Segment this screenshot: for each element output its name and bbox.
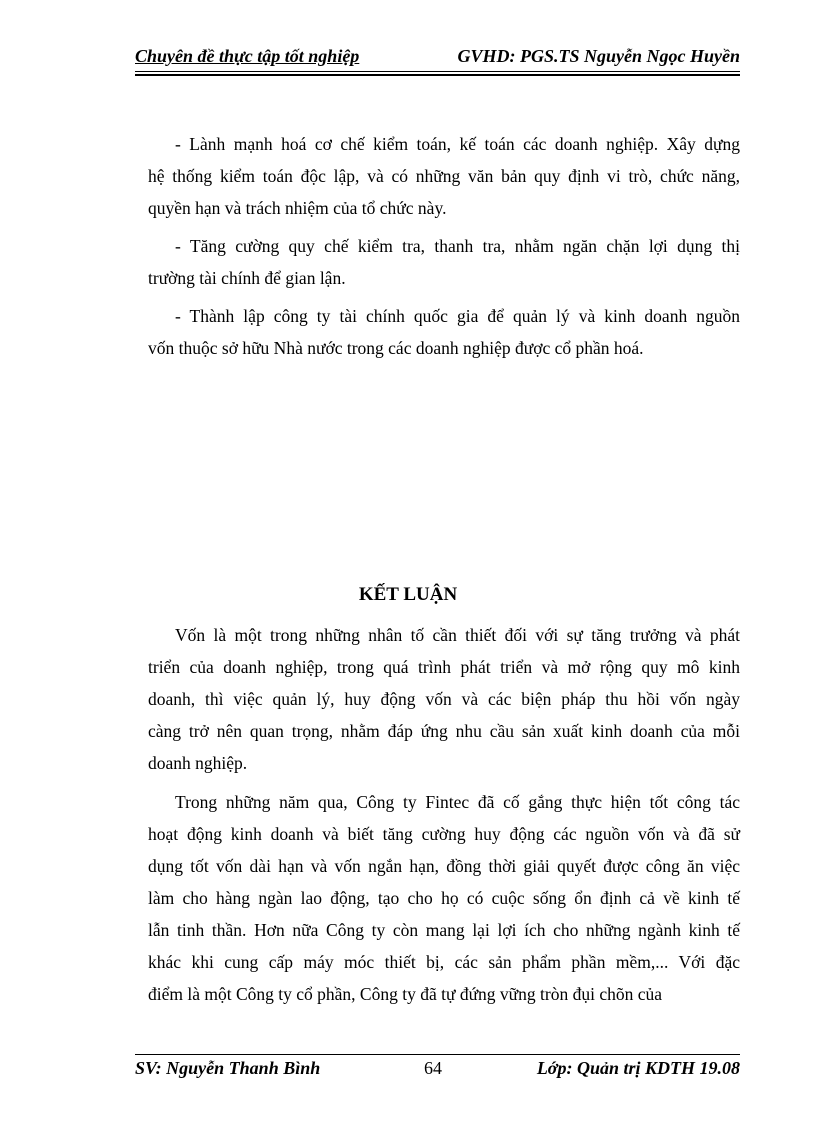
header-left: Chuyên đề thực tập tốt nghiệp (135, 46, 360, 66)
text-line: làm cho hàng ngàn lao động, tạo cho họ có cuộc sống ổn định cả về kinh tế (148, 888, 740, 908)
text-line: - Tăng cường quy chế kiểm tra, thanh tra, nhằm ngăn chặn lợi dụng thị (175, 236, 740, 256)
page-number: 64 (424, 1058, 442, 1078)
footer-student: SV: Nguyễn Thanh Bình (135, 1058, 321, 1078)
text-line: điểm là một Công ty cổ phần, Công ty đã tự đứng vững tròn đụi chõn của (148, 984, 663, 1004)
text-line: - Thành lập công ty tài chính quốc gia để quản lý và kinh doanh nguồn (175, 306, 740, 326)
page-header (135, 46, 740, 70)
section-title: KẾT LUẬN (358, 584, 458, 605)
text-line: khác khi cung cấp máy móc thiết bị, các sản phẩm phần mềm,... Với đặc (148, 952, 740, 972)
text-line: triển của doanh nghiệp, trong quá trình phát triển và mở rộng quy mô kinh (148, 657, 740, 677)
text-line: lẫn tinh thần. Hơn nữa Công ty còn mang lại lợi ích cho những ngành kinh tế (148, 920, 740, 940)
text-line: càng trở nên quan trọng, nhằm đáp ứng nhu cầu sản xuất kinh doanh của mỗi (148, 721, 740, 741)
text-line: - Lành mạnh hoá cơ chế kiểm toán, kế toán các doanh nghiệp. Xây dựng (175, 134, 740, 154)
header-rule-thick (135, 74, 740, 76)
header-right: GVHD: PGS.TS Nguyễn Ngọc Huyền (457, 46, 740, 66)
text-line: doanh, thì việc quản lý, huy động vốn và các biện pháp thu hồi vốn ngày (148, 689, 740, 709)
text-line: vốn thuộc sở hữu Nhà nước trong các doanh nghiệp được cổ phần hoá. (148, 338, 644, 358)
text-line: quyền hạn và trách nhiệm của tổ chức này. (148, 198, 447, 218)
text-line: Trong những năm qua, Công ty Fintec đã cố gắng thực hiện tốt công tác (175, 792, 740, 812)
text-line: doanh nghiệp. (148, 753, 248, 773)
header-rule (135, 71, 740, 72)
text-line: hoạt động kinh doanh và biết tăng cường huy động các nguồn vốn và đã sử (148, 824, 740, 844)
footer-rule (135, 1054, 740, 1055)
text-line: hệ thống kiểm toán độc lập, và có những văn bản quy định vi trò, chức năng, (148, 166, 740, 186)
text-line: dụng tốt vốn dài hạn và vốn ngắn hạn, đồng thời giải quyết được công ăn việc (148, 856, 740, 876)
text-line: Vốn là một trong những nhân tố cần thiết đối với sự tăng trưởng và phát (175, 625, 740, 645)
text-line: trường tài chính để gian lận. (148, 268, 346, 288)
footer-class: Lớp: Quản trị KDTH 19.08 (536, 1058, 740, 1078)
